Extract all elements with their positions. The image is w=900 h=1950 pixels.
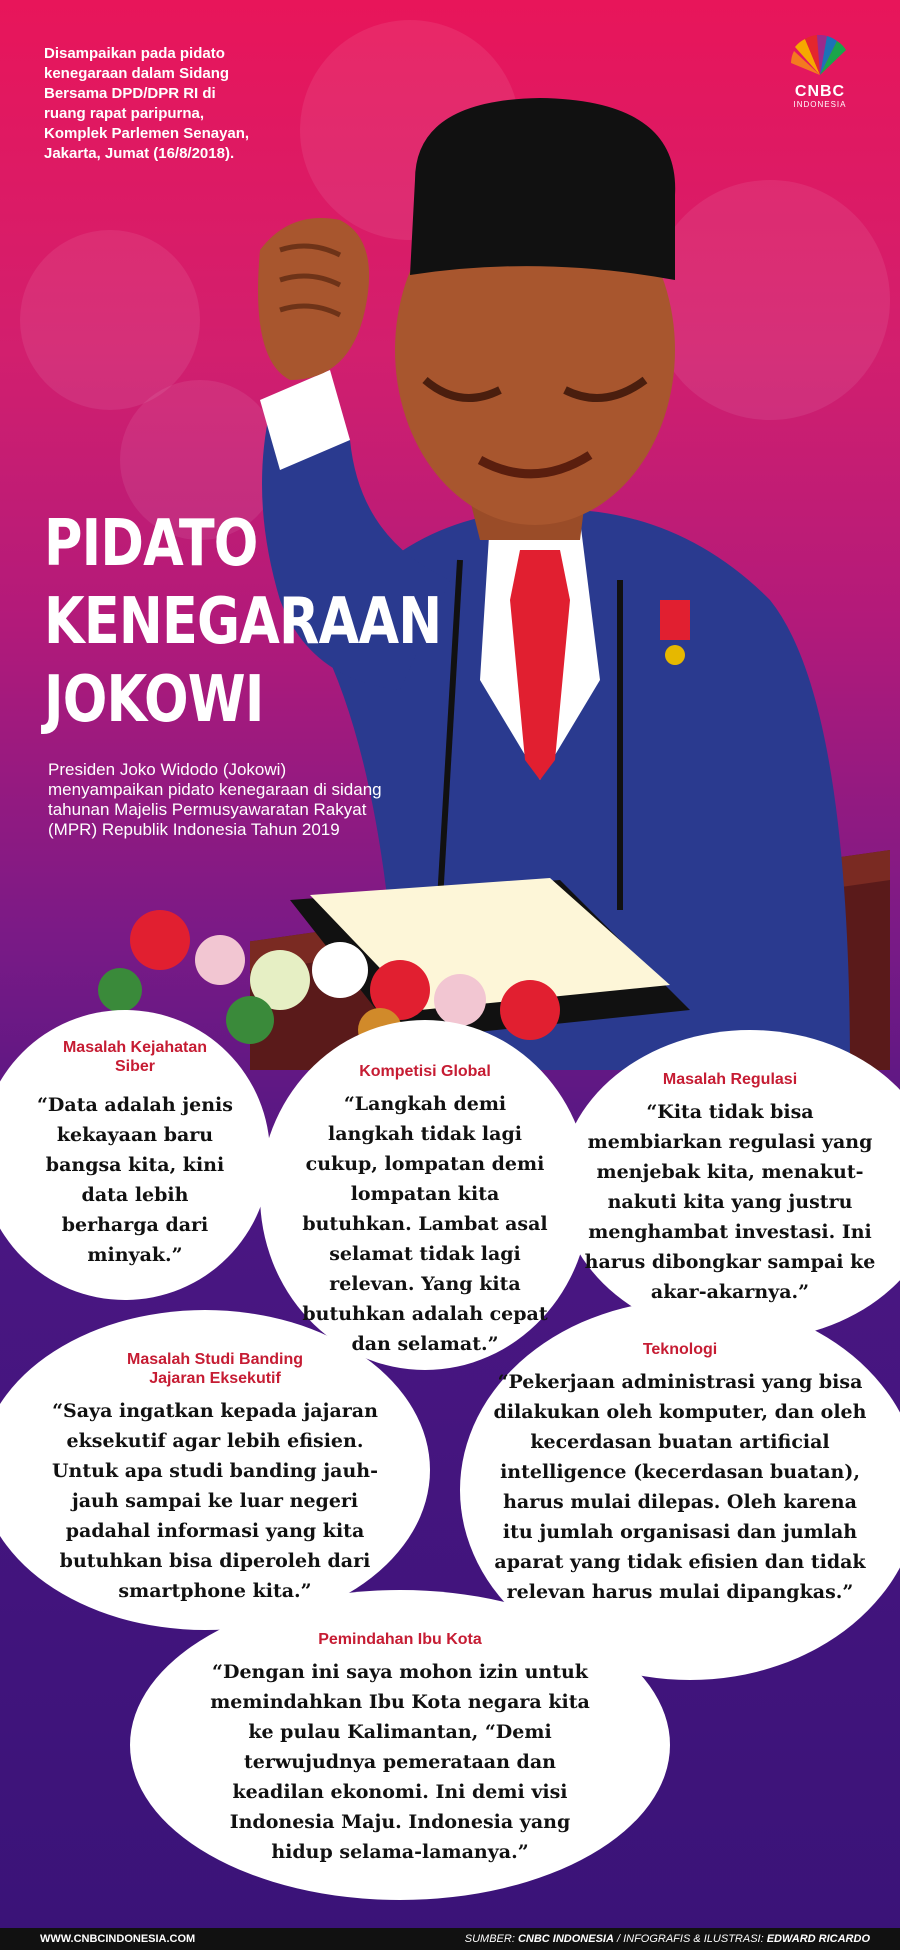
footer-source: CNBC INDONESIA [517,1933,614,1945]
top-caption: Disampaikan pada pidato kenegaraan dalam Sidang Bersama DPD/DPR RI di ruang rapat paripurna, Komplek Parlemen Senayan, Jakarta, Jumat (16/8/2018). [44,45,250,162]
footer-illustrator: EDWARD RICARDO [766,1933,870,1945]
bubble-cyber-crime [0,1010,270,1300]
bubble-quote: “Langkah demi langkah tidak lagi cukup, lompatan demi lompatan kita butuhkan. Lambat asal selamat tidak lagi relevan. Yang kita butuhkan adalah cepat dan selamat.” [302,1093,548,1355]
logo-subtext: INDONESIA [793,100,847,109]
title-line: KENEGARAAN [44,585,442,659]
bokeh-light [20,230,200,410]
bubble-label: Masalah Studi Banding Jajaran Eksekutif [126,1351,303,1387]
title-line: JOKOWI [44,663,264,737]
bubble-regulation [560,1030,900,1340]
logo-text: CNBC [794,83,846,100]
footer-source-prefix: SUMBER: [464,1933,518,1945]
bubble-label: Kompetisi Global [359,1063,491,1080]
bubble-label: Masalah Regulasi [662,1071,798,1088]
bubble-quote: “Saya ingatkan kepada jajaran eksekutif agar lebih efisien. Untuk apa studi banding jauh-jauh sampai ke luar negeri padahal informasi yang kita butuhkan bisa diperoleh dari smartphone kita.” [51,1400,378,1602]
bubble-label: Masalah Kejahatan Siber [62,1039,208,1075]
footer-illustration-prefix: / INFOGRAFIS & ILUSTRASI: [613,1933,767,1945]
page-title [44,505,529,739]
bubble-quote: “Kita tidak bisa membiarkan regulasi yang menjebak kita, menakut-nakuti kita yang justru menghambat investasi. Ini harus dibongkar sampai ke akar-akarnya.” [584,1101,876,1303]
bubble-quote: “Data adalah jenis kekayaan baru bangsa kita, kini data lebih berharga dari minyak.” [37,1094,233,1266]
peacock-icon [785,35,855,77]
footer-website: WWW.CNBCINDONESIA.COM [40,1933,196,1945]
bubble-capital-relocation [130,1590,670,1900]
bubble-label: Teknologi [642,1341,718,1358]
bubble-quote: “Dengan ini saya mohon izin untuk memindahkan Ibu Kota negara kita ke pulau Kalimantan, “Demi terwujudnya pemerataan dan keadilan ekonomi. Ini demi visi Indonesia Maju. Indonesia yang hidup selama-lamanya.” [210,1661,590,1863]
bubble-label: Pemindahan Ibu Kota [318,1631,482,1648]
bubble-global-competition [260,1020,590,1370]
intro-text: Presiden Joko Widodo (Jokowi) menyampaikan pidato kenegaraan di sidang tahunan Majelis Permusyawaratan Rakyat (MPR) Republik Indonesia Tahun 2019 [48,760,382,839]
footer-credits [465,1928,870,1950]
title-line: PIDATO [44,507,258,581]
bubble-study-tour [0,1310,430,1630]
bubble-quote: “Pekerjaan administrasi yang bisa dilakukan oleh komputer, dan oleh kecerdasan buatan artificial intelligence (kecerdasan buatan), harus mulai dilepas. Oleh karena itu jumlah organisasi dan jumlah aparat yang tidak efisien dan tidak relevan harus mulai dipangkas.” [493,1371,867,1603]
footer [0,1928,900,1950]
